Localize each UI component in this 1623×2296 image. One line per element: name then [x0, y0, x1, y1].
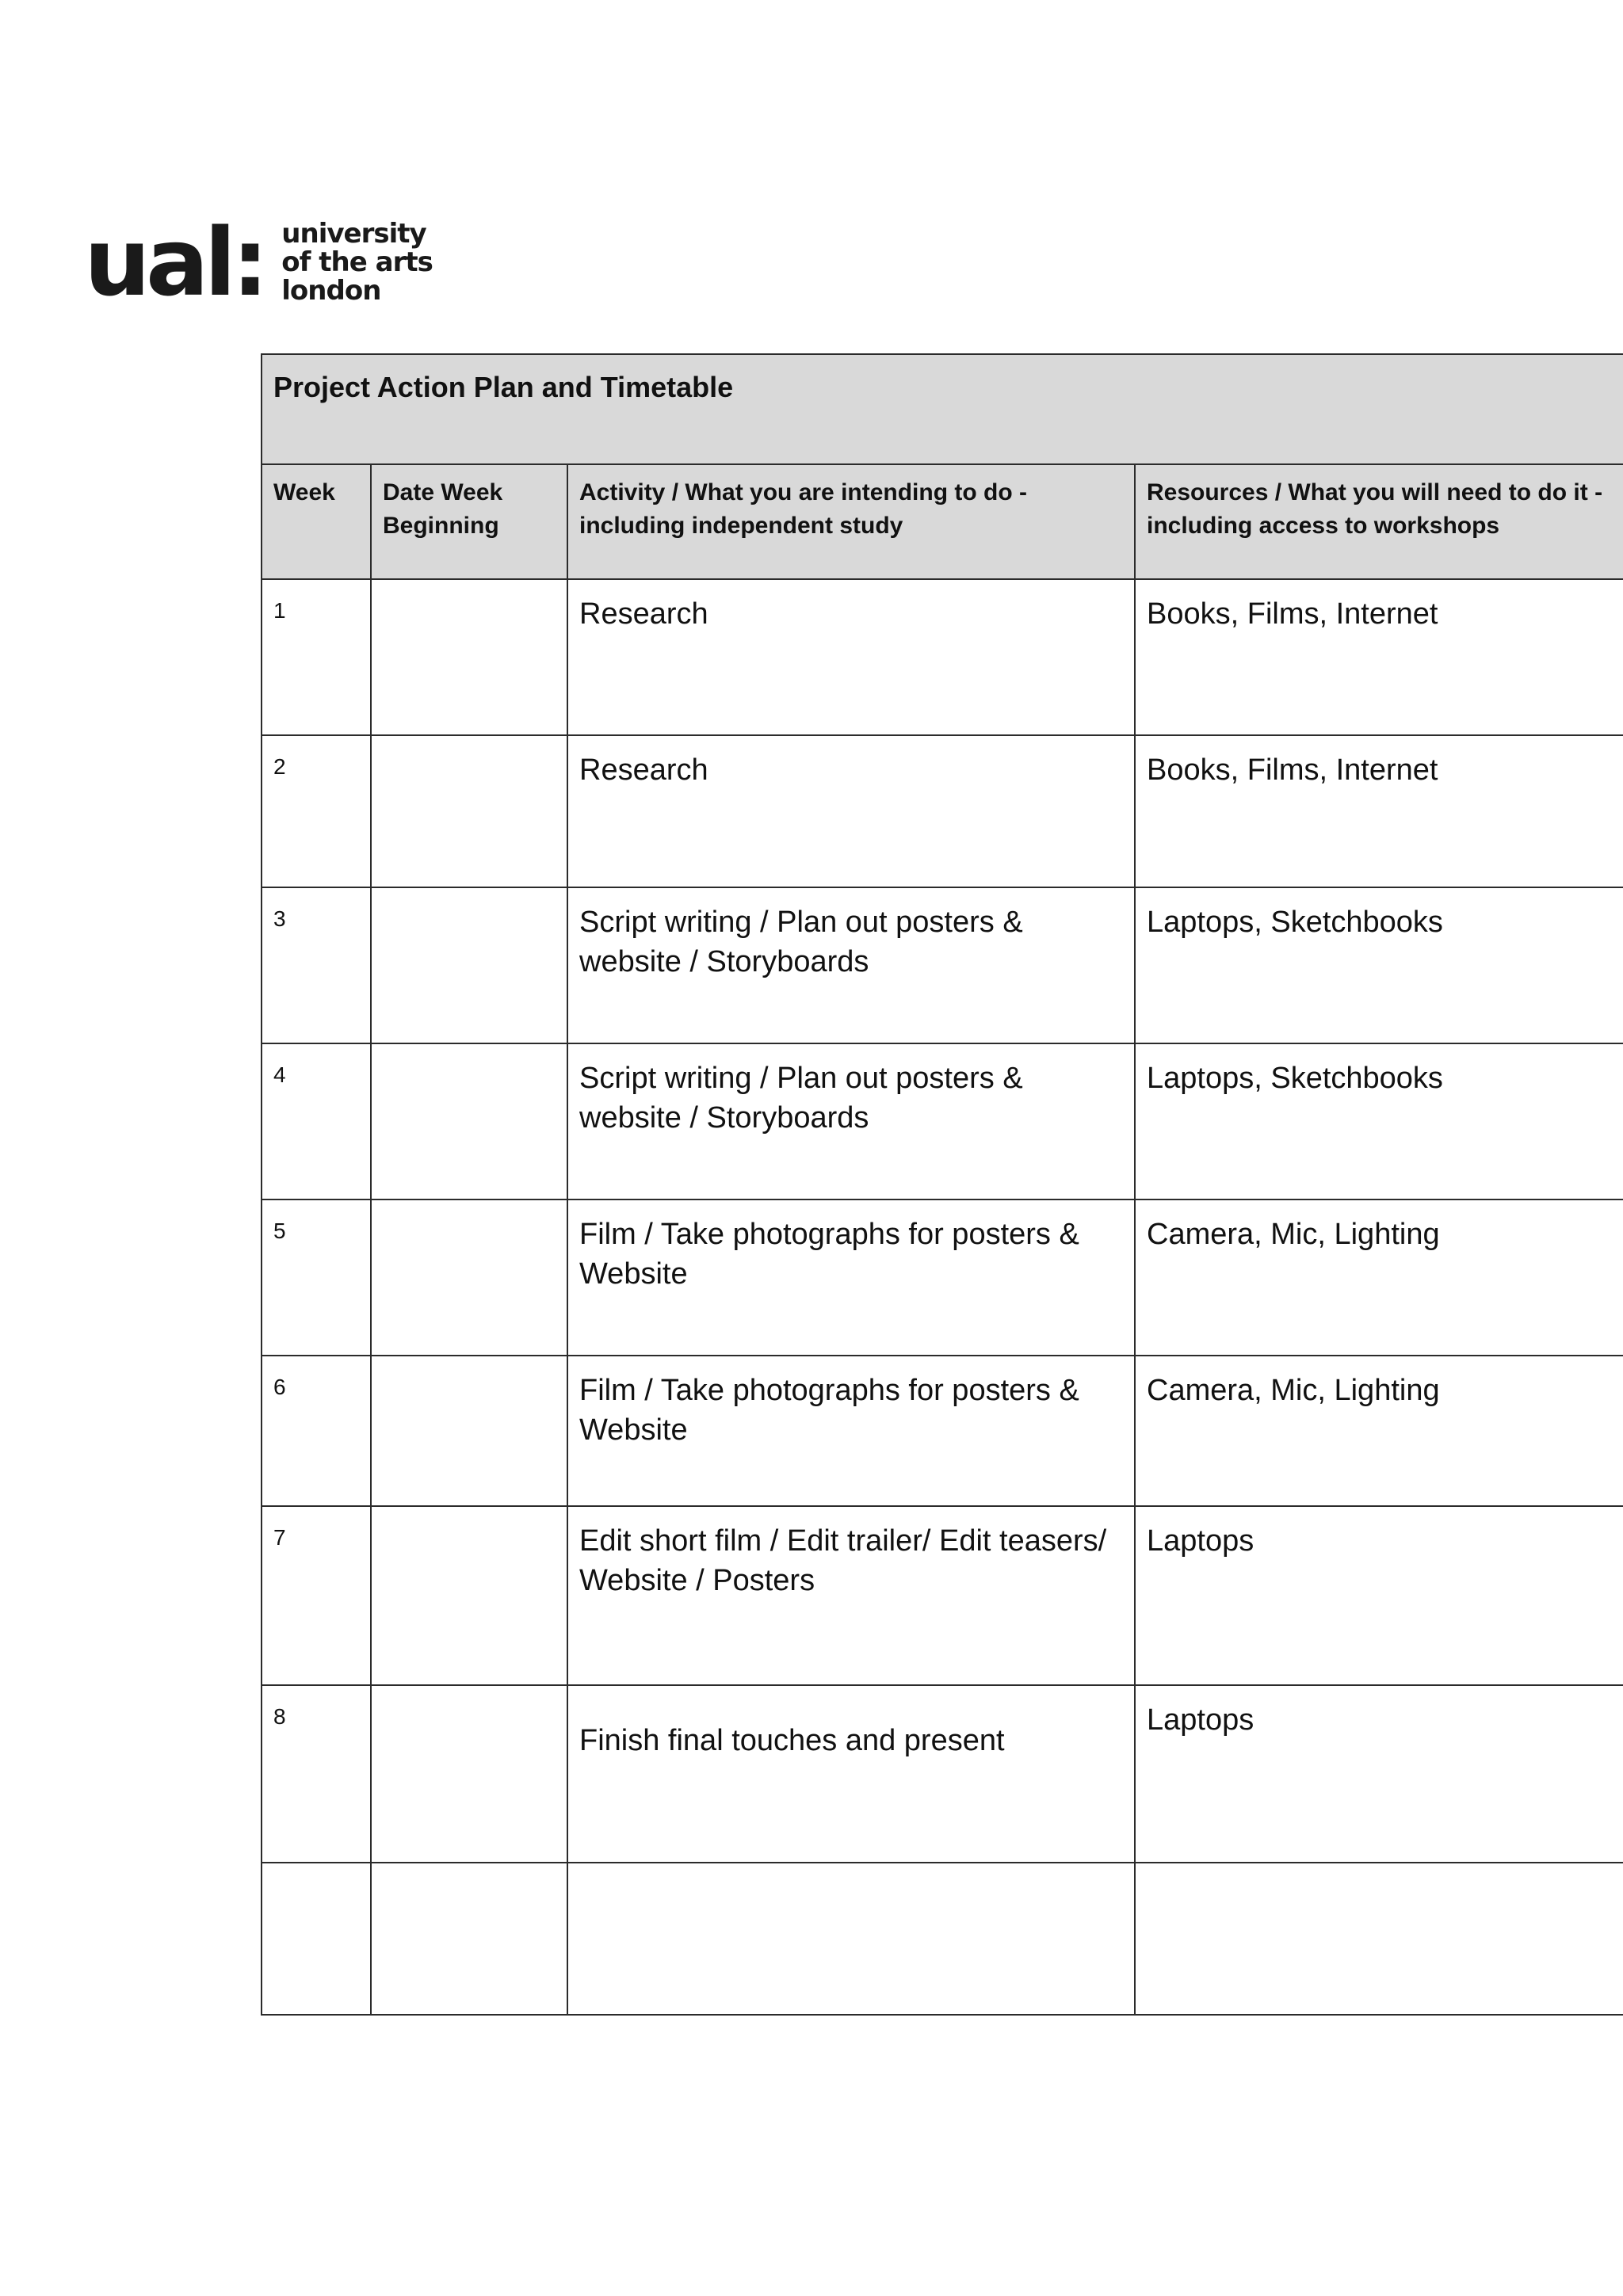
header-date-week-beginning: Date Week Beginning — [371, 464, 567, 579]
date-cell — [371, 1685, 567, 1863]
week-cell: 5 — [262, 1199, 371, 1356]
table-row — [262, 1685, 1623, 1863]
activity-cell: Film / Take photographs for posters & Website — [567, 1199, 1135, 1356]
table-row — [262, 735, 1623, 887]
activity-cell: Research — [567, 735, 1135, 887]
header-resources: Resources / What you will need to do it - including access to workshops — [1135, 464, 1623, 579]
week-cell: 7 — [262, 1506, 371, 1685]
activity-cell: Research — [567, 579, 1135, 735]
logo-line-1: university — [281, 218, 426, 250]
resources-cell: Books, Films, Internet — [1135, 735, 1623, 887]
resources-cell: Laptops — [1135, 1685, 1623, 1863]
resources-cell: Laptops — [1135, 1506, 1623, 1685]
logo-line-3: london — [281, 275, 381, 307]
activity-cell: Script writing / Plan out posters & website / Storyboards — [567, 887, 1135, 1043]
ual-logo — [84, 208, 433, 317]
header-activity: Activity / What you are intending to do - including independent study — [567, 464, 1135, 579]
date-cell — [371, 887, 567, 1043]
logo-line-2: of the arts — [281, 246, 433, 278]
date-cell — [371, 1506, 567, 1685]
logo-mark: ual: — [84, 208, 265, 317]
resources-cell: Laptops, Sketchbooks — [1135, 1043, 1623, 1199]
table-row — [262, 1863, 1623, 2015]
week-cell: 8 — [262, 1685, 371, 1863]
date-cell — [371, 1863, 567, 2015]
week-cell: 2 — [262, 735, 371, 887]
action-plan-table — [261, 353, 1623, 2016]
table-row — [262, 1043, 1623, 1199]
resources-cell: Camera, Mic, Lighting — [1135, 1356, 1623, 1506]
date-cell — [371, 1356, 567, 1506]
logo-wordmark — [281, 219, 433, 305]
table-row — [262, 1356, 1623, 1506]
table-row — [262, 579, 1623, 735]
table-row — [262, 1199, 1623, 1356]
table-header-row — [262, 464, 1623, 579]
week-cell: 6 — [262, 1356, 371, 1506]
table-row — [262, 887, 1623, 1043]
resources-cell: Books, Films, Internet — [1135, 579, 1623, 735]
activity-cell: Script writing / Plan out posters & website / Storyboards — [567, 1043, 1135, 1199]
date-cell — [371, 1043, 567, 1199]
header-week: Week — [262, 464, 371, 579]
week-cell: 1 — [262, 579, 371, 735]
activity-cell — [567, 1685, 1135, 1863]
date-cell — [371, 735, 567, 887]
date-cell — [371, 1199, 567, 1356]
activity-cell — [567, 1863, 1135, 2015]
activity-cell: Edit short film / Edit trailer/ Edit teasers/ Website / Posters — [567, 1506, 1135, 1685]
table-row — [262, 1506, 1623, 1685]
resources-cell — [1135, 1863, 1623, 2015]
table-title-row — [262, 354, 1623, 464]
week-cell: 4 — [262, 1043, 371, 1199]
week-cell — [262, 1863, 371, 2015]
date-cell — [371, 579, 567, 735]
resources-cell: Camera, Mic, Lighting — [1135, 1199, 1623, 1356]
activity-text: Finish final touches and present — [579, 1724, 1005, 1757]
activity-cell: Film / Take photographs for posters & Website — [567, 1356, 1135, 1506]
table-title: Project Action Plan and Timetable — [262, 354, 1623, 464]
week-cell: 3 — [262, 887, 371, 1043]
resources-cell: Laptops, Sketchbooks — [1135, 887, 1623, 1043]
